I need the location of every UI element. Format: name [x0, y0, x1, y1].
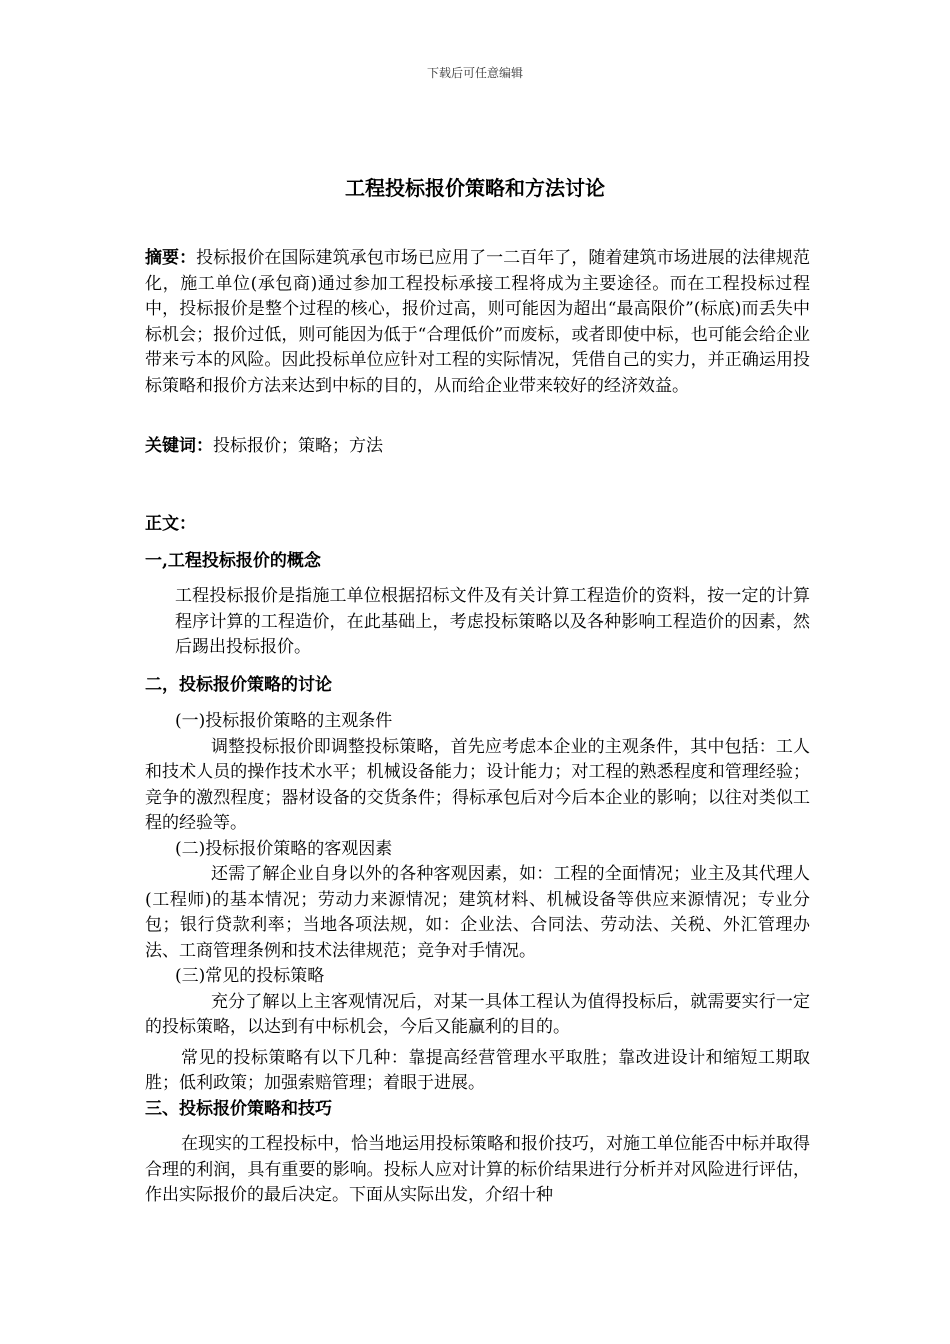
- abstract-paragraph: [145, 246, 810, 399]
- section-2-sub3-text-2: 常见的投标策略有以下几种：靠提高经营管理水平取胜；靠改进设计和缩短工期取胜；低利政策；加强索赔管理；着眼于进展。: [145, 1047, 810, 1093]
- keywords-text: 投标报价；策略；方法: [213, 436, 383, 456]
- section-2-body: [145, 709, 810, 1097]
- section-2-sub3-text-1: 充分了解以上主客观情况后，对某一具体工程认为值得投标后，就需要实行一定的投标策略，以达到有中标机会，今后又能赢利的目的。: [145, 991, 810, 1037]
- body-label: 正文：: [145, 514, 196, 534]
- section-2-sub2-title: (二)投标报价策略的客观因素: [175, 838, 393, 859]
- keywords-label: 关键词：: [145, 436, 213, 456]
- abstract-text: 投标报价在国际建筑承包市场已应用了一二百年了，随着建筑市场进展的法律规范化，施工单位(承包商)通过参加工程投标承接工程将成为主要途径。而在工程投标过程中，投标报价是整个过程的核心，报价过高，则可能因为超出“最高限价”(标底)而丢失中标机会；报价过低，则可能因为低于“合理低价”而废标，或者即使中标，也可能会给企业带来亏本的风险。因此投标单位应针对工程的实际情况，凭借自己的实力，并正确运用投标策略和报价方法来达到中标的目的，从而给企业带来较好的经济效益。: [145, 248, 811, 396]
- section-2-sub1-text: 调整投标报价即调整投标策略，首先应考虑本企业的主观条件，其中包括：工人和技术人员的操作技术水平；机械设备能力；设计能力；对工程的熟悉程度和管理经验；竞争的激烈程度；器材设备的交货条件；得标承包后对今后本企业的影响；以往对类似工程的经验等。: [145, 736, 810, 833]
- section-2-sub3-title: (三)常见的投标策略: [175, 966, 325, 986]
- document-title: 工程投标报价策略和方法讨论: [345, 176, 605, 200]
- section-1-title: 一,工程投标报价的概念: [145, 551, 321, 571]
- section-2-title: 二，投标报价策略的讨论: [145, 675, 332, 695]
- keywords-line: [145, 434, 810, 460]
- section-3-title: 三、投标报价策略和技巧: [145, 1099, 332, 1119]
- section-2-sub1-title: (一)投标报价策略的主观条件: [175, 711, 393, 731]
- section-3-text: 在现实的工程投标中，恰当地运用投标策略和报价技巧，对施工单位能否中标并取得合理的利润，具有重要的影响。投标人应对计算的标价结果进行分析并对风险进行评估，作出实际报价的最后决定。下面从实际出发，介绍十种: [145, 1134, 810, 1205]
- abstract-label: 摘要：: [145, 248, 197, 268]
- section-2-sub2-text: 还需了解企业自身以外的各种客观因素，如：工程的全面情况；业主及其代理人(工程师)的基本情况；劳动力来源情况；建筑材料、机械设备等供应来源情况；专业分包；银行贷款利率；当地各项法规，如：企业法、合同法、劳动法、关税、外汇管理办法、工商管理条例和技术法律规范；竞争对手情况。: [145, 864, 810, 961]
- header-note: 下载后可任意编辑: [426, 66, 523, 80]
- section-1-text: 工程投标报价是指施工单位根据招标文件及有关计算工程造价的资料，按一定的计算程序计算的工程造价，在此基础上，考虑投标策略以及各种影响工程造价的因素，然后踢出投标报价。: [175, 586, 810, 657]
